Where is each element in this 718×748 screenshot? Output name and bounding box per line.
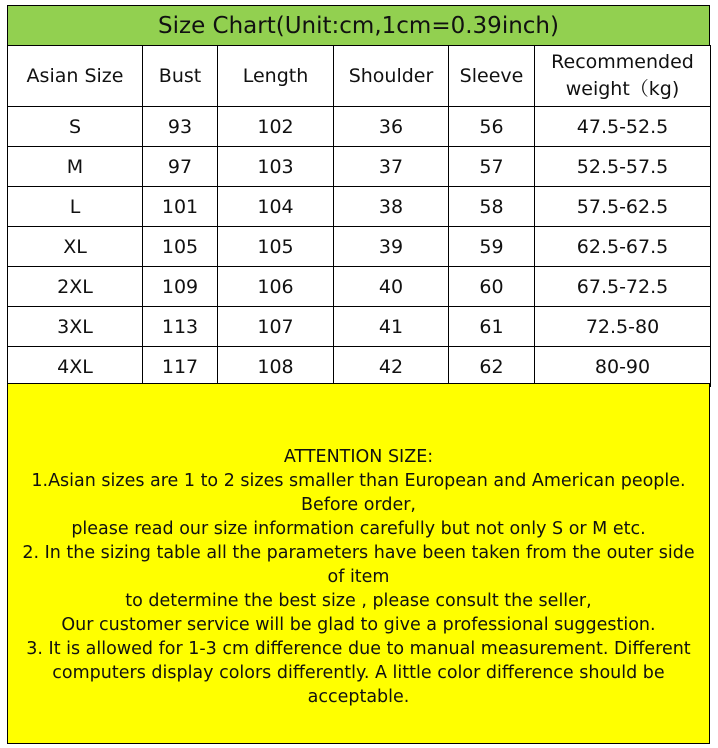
cell-length: 103 — [218, 147, 334, 187]
notice-line: 2. In the sizing table all the parameters have been taken from the outer side of item — [22, 543, 695, 587]
cell-weight: 62.5-67.5 — [535, 227, 711, 267]
cell-sleeve: 57 — [449, 147, 535, 187]
size-table-body — [8, 107, 711, 387]
cell-bust: 113 — [143, 307, 218, 347]
cell-size: 4XL — [8, 347, 143, 387]
cell-sleeve: 59 — [449, 227, 535, 267]
table-row — [8, 147, 711, 187]
notice-line: please read our size information carefully but not only S or M etc. — [71, 519, 646, 539]
cell-shoulder: 40 — [334, 267, 449, 307]
cell-size: L — [8, 187, 143, 227]
header-row — [8, 46, 711, 107]
cell-shoulder: 39 — [334, 227, 449, 267]
cell-weight: 67.5-72.5 — [535, 267, 711, 307]
cell-shoulder: 36 — [334, 107, 449, 147]
table-row — [8, 347, 711, 387]
table-row — [8, 227, 711, 267]
cell-bust: 93 — [143, 107, 218, 147]
cell-bust: 117 — [143, 347, 218, 387]
header-sleeve: Sleeve — [449, 46, 535, 107]
notice-heading: ATTENTION SIZE: — [283, 447, 434, 467]
cell-sleeve: 56 — [449, 107, 535, 147]
cell-size: S — [8, 107, 143, 147]
cell-shoulder: 42 — [334, 347, 449, 387]
cell-length: 108 — [218, 347, 334, 387]
cell-shoulder: 38 — [334, 187, 449, 227]
cell-bust: 109 — [143, 267, 218, 307]
cell-length: 107 — [218, 307, 334, 347]
cell-length: 105 — [218, 227, 334, 267]
notice-line: Our customer service will be glad to give a professional suggestion. — [61, 615, 656, 635]
header-shoulder: Shoulder — [334, 46, 449, 107]
cell-size: XL — [8, 227, 143, 267]
header-asian-size: Asian Size — [8, 46, 143, 107]
notice-line: 1.Asian sizes are 1 to 2 sizes smaller than European and American people. Before order, — [31, 471, 686, 515]
cell-shoulder: 37 — [334, 147, 449, 187]
header-length: Length — [218, 46, 334, 107]
cell-weight: 80-90 — [535, 347, 711, 387]
cell-weight: 72.5-80 — [535, 307, 711, 347]
cell-length: 106 — [218, 267, 334, 307]
header-weight-line2: weight（kg) — [565, 78, 680, 100]
cell-bust: 101 — [143, 187, 218, 227]
size-chart-title: Size Chart(Unit:cm,1cm=0.39inch) — [7, 5, 710, 46]
notice-line: computers display colors differently. A little color difference should be acceptable. — [52, 663, 665, 707]
cell-sleeve: 58 — [449, 187, 535, 227]
table-row — [8, 267, 711, 307]
notice-line: to determine the best size , please consult the seller, — [125, 591, 592, 611]
cell-length: 104 — [218, 187, 334, 227]
cell-sleeve: 60 — [449, 267, 535, 307]
header-bust: Bust — [143, 46, 218, 107]
table-row — [8, 307, 711, 347]
cell-bust: 97 — [143, 147, 218, 187]
header-recommended-weight — [535, 46, 711, 107]
cell-weight: 57.5-62.5 — [535, 187, 711, 227]
attention-notice — [7, 383, 710, 744]
size-table — [7, 45, 711, 387]
cell-weight: 52.5-57.5 — [535, 147, 711, 187]
cell-weight: 47.5-52.5 — [535, 107, 711, 147]
cell-size: M — [8, 147, 143, 187]
cell-length: 102 — [218, 107, 334, 147]
cell-sleeve: 61 — [449, 307, 535, 347]
cell-sleeve: 62 — [449, 347, 535, 387]
table-row — [8, 187, 711, 227]
header-weight-line1: Recommended — [551, 51, 694, 73]
cell-bust: 105 — [143, 227, 218, 267]
cell-shoulder: 41 — [334, 307, 449, 347]
cell-size: 3XL — [8, 307, 143, 347]
notice-line: 3. It is allowed for 1-3 cm difference due to manual measurement. Different — [26, 639, 691, 659]
table-row — [8, 107, 711, 147]
cell-size: 2XL — [8, 267, 143, 307]
